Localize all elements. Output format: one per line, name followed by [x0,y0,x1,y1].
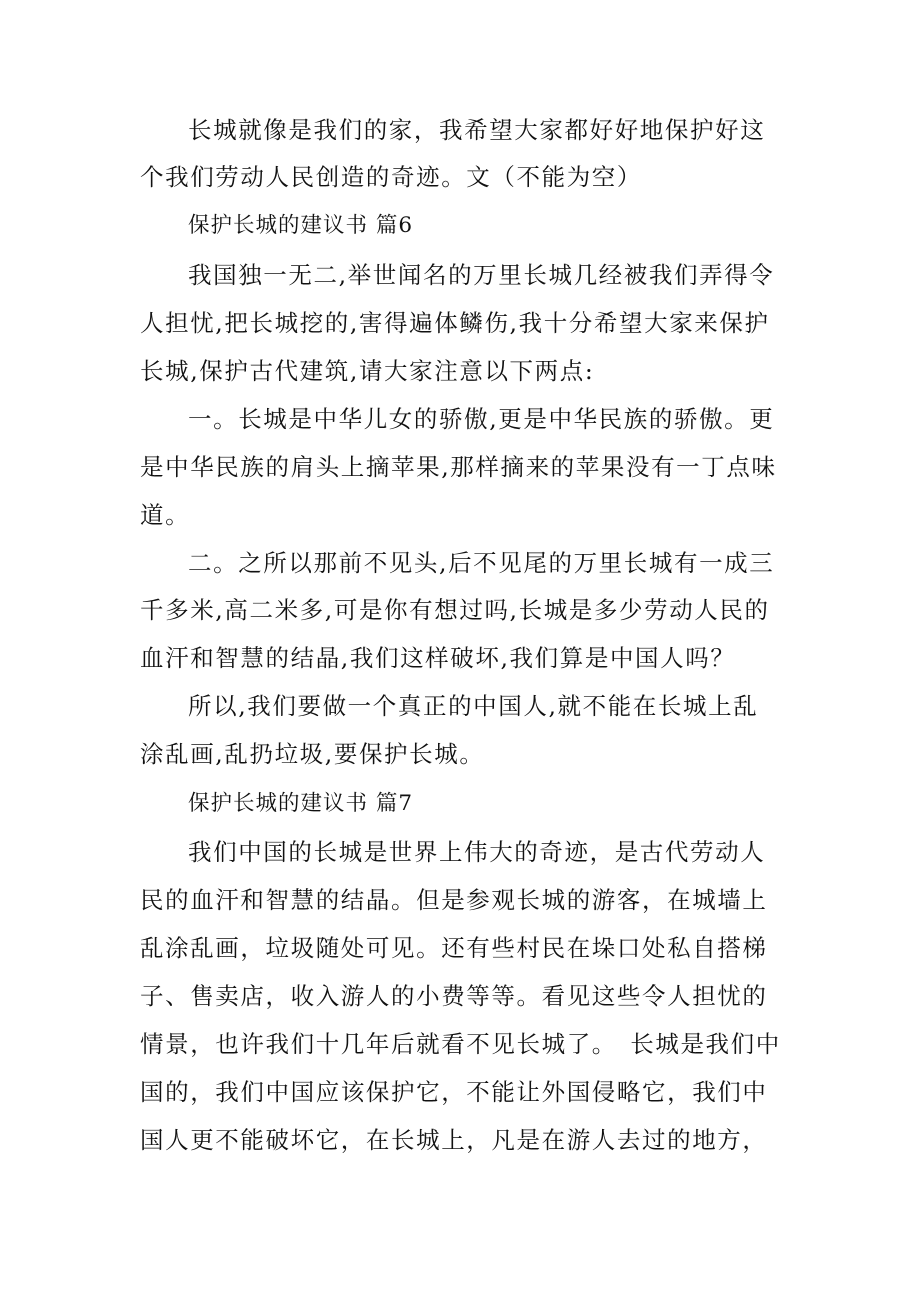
text-line: 民的血汗和智慧的结晶。但是参观长城的游客，在城墙上 [140,886,768,914]
text-line: 个我们劳动人民创造的奇迹。文（不能为空） [140,163,642,191]
text-line: 所以,我们要做一个真正的中国人,就不能在长城上乱 [188,692,759,720]
text-line: 长城,保护古代建筑,请大家注意以下两点: [140,357,595,385]
text-line: 国的，我们中国应该保护它，不能让外国侵略它，我们中 [140,1078,768,1106]
section-heading: 保护长城的建议书 篇6 [188,213,414,238]
text-line: 国人更不能破坏它，在长城上，凡是在游人去过的地方， [140,1126,768,1154]
text-line: 涂乱画,乱扔垃圾,要保护长城。 [140,740,485,768]
text-line: 道。 [140,501,191,529]
text-line: 二。之所以那前不见头,后不见尾的万里长城有一成三 [188,549,775,577]
text-line: 一。长城是中华儿女的骄傲,更是中华民族的骄傲。更 [188,405,775,433]
text-line: 是中华民族的肩头上摘苹果,那样摘来的苹果没有一丁点味 [140,453,777,481]
text-line: 子、售卖店，收入游人的小费等等。看见这些令人担忧的 [140,982,768,1010]
text-line: 我们中国的长城是世界上伟大的奇迹，是古代劳动人 [188,838,766,866]
text-line: 乱涂乱画，垃圾随处可见。还有些村民在垛口处私自搭梯 [140,934,768,962]
text-line: 千多米,高二米多,可是你有想过吗,长城是多少劳动人民的 [140,596,770,624]
text-line: 情景，也许我们十几年后就看不见长城了。 长城是我们中 [140,1030,781,1058]
text-line: 人担忧,把长城挖的,害得遍体鳞伤,我十分希望大家来保护 [140,309,770,337]
text-line: 长城就像是我们的家，我希望大家都好好地保护好这 [188,116,766,144]
text-line: 血汗和智慧的结晶,我们这样破坏,我们算是中国人吗？ [140,644,736,672]
section-heading: 保护长城的建议书 篇7 [188,791,414,816]
text-line: 我国独一无二,举世闻名的万里长城几经被我们弄得令 [188,261,775,289]
